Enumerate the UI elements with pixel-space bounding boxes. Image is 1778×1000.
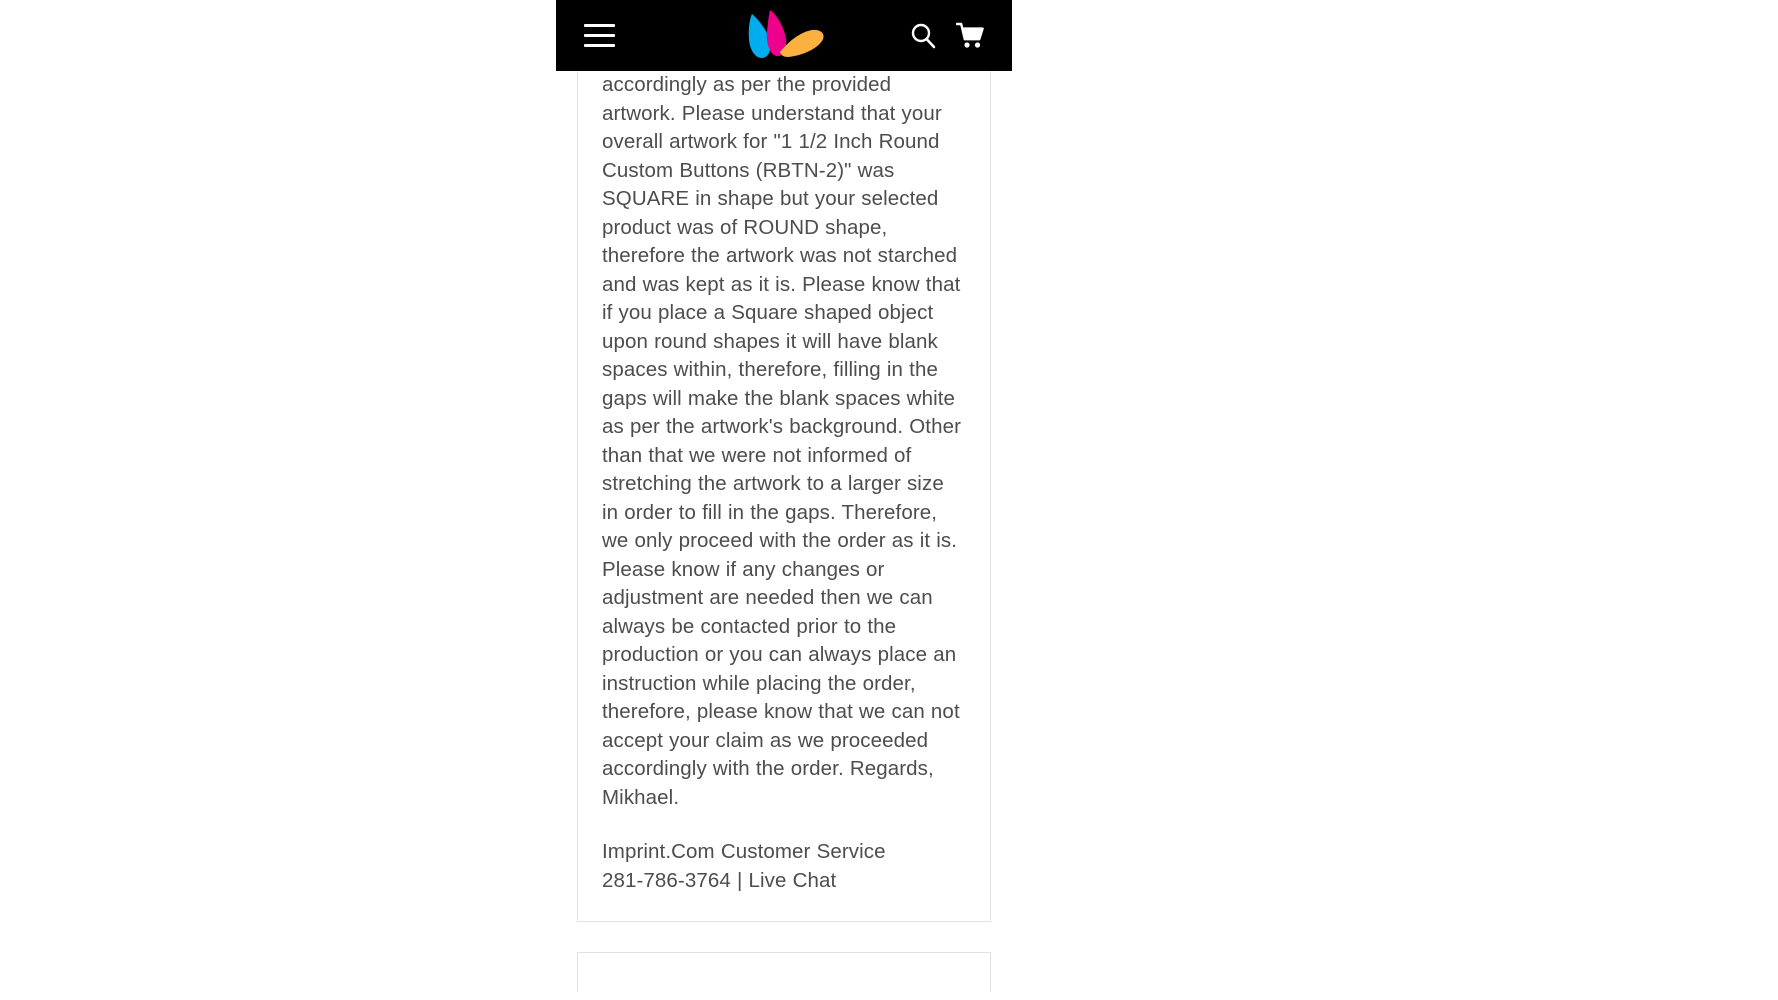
message-body <box>602 71 966 895</box>
hamburger-bar <box>584 34 615 37</box>
hamburger-menu-icon[interactable] <box>574 21 612 51</box>
site-header <box>556 0 1012 71</box>
shopping-cart-icon[interactable] <box>954 19 988 53</box>
hamburger-bar <box>584 44 615 47</box>
search-icon[interactable] <box>906 19 940 53</box>
header-actions <box>906 19 994 53</box>
message-signature <box>602 838 966 895</box>
next-message-card <box>577 952 991 992</box>
mobile-viewport <box>556 0 1012 1000</box>
signature-contact <box>602 867 966 896</box>
live-chat-link[interactable]: Live Chat <box>748 868 837 892</box>
signature-phone: 281-786-3764 | <box>602 868 749 892</box>
message-card <box>577 71 991 922</box>
signature-company: Imprint.Com Customer Service <box>602 840 886 863</box>
hamburger-bar <box>584 24 615 27</box>
site-logo[interactable] <box>736 8 832 64</box>
message-paragraph: accordingly as per the provided artwork. Please understand that your overall artwork for "1 1/2 Inch Round Custom Buttons (RBTN-2)" was SQUARE in shape but your selected product was of ROUND shape, therefore the artwork was not starched and was kept as it is. Please know that if you place a Square shaped object upon round shapes it will have blank spaces within, therefore, filling in the gaps will make the blank spaces white as per the artwork's background. Other than that we were not informed of stretching the artwork to a larger size in order to fill in the gaps. Therefore, we only proceed with the order as it is. Please know if any changes or adjustment are needed then we can always be contacted prior to the production or you can always place an instruction while placing the order, therefore, please know that we can not accept your claim as we proceeded accordingly with the order. Regards, Mikhael. <box>602 73 962 809</box>
